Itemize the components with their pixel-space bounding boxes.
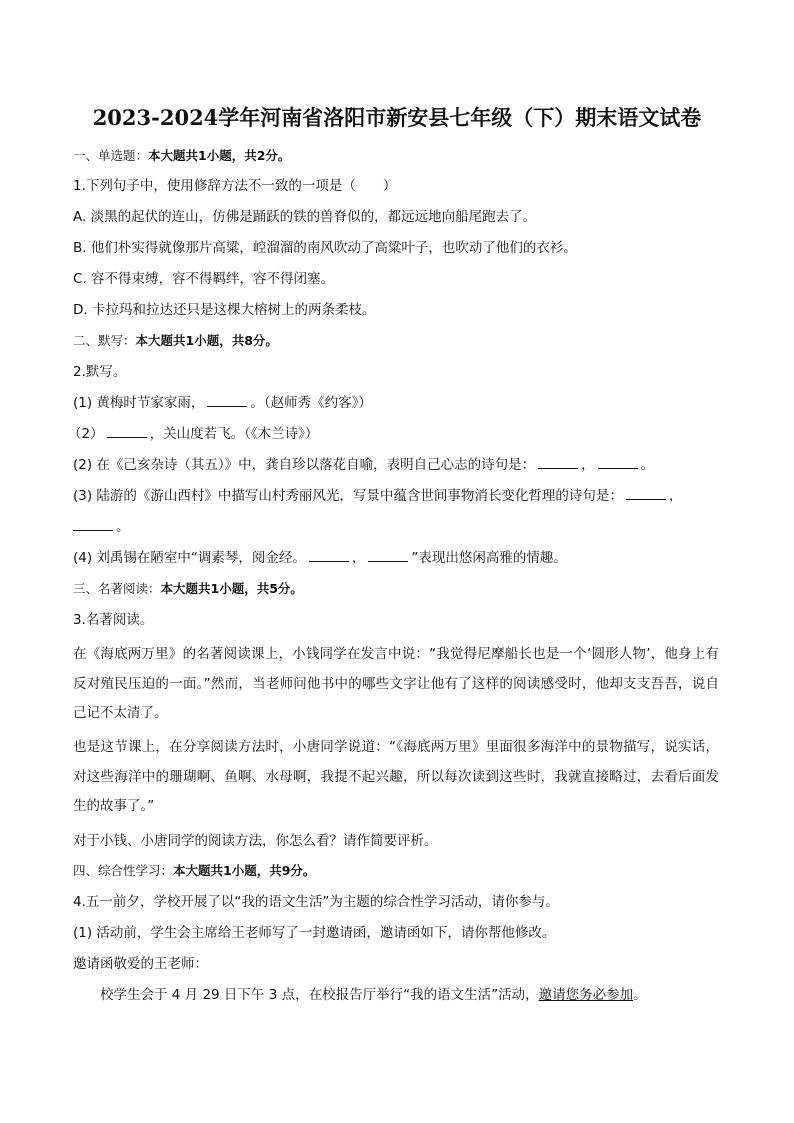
answer-blank[interactable] — [309, 549, 349, 562]
page-title: 2023-2024学年河南省洛阳市新安县七年级（下）期末语文试卷 — [92, 105, 702, 130]
dictation-text: (3) 陆游的《游山西村》中描写山村秀丽风光，写景中蕴含世间事物消长变化哲理的诗句是： — [73, 488, 623, 504]
section-prefix: 一、单选题： — [73, 148, 149, 163]
dictation-text: 。（赵师秀《约客》） — [250, 395, 372, 411]
dictation-line-5 — [73, 548, 567, 568]
question-3-stem: 3.名著阅读。 — [73, 612, 154, 628]
dictation-line-4-continued — [73, 517, 130, 537]
answer-blank[interactable] — [207, 394, 247, 407]
dictation-text: （2） — [68, 426, 104, 442]
option-b: B. 他们朴实得就像那片高粱，崆溜溜的南风吹动了高粱叶子，也吹动了他们的衣衫。 — [73, 240, 577, 256]
dictation-text: ”表现出悠闲高雅的情趣。 — [411, 550, 567, 566]
answer-blank[interactable] — [538, 456, 578, 469]
option-c: C. 容不得束缚，容不得羁绊，容不得闭塞。 — [73, 271, 335, 287]
dictation-text: ， — [351, 550, 366, 566]
dictation-line-4 — [73, 486, 682, 506]
dictation-line-3 — [73, 455, 654, 475]
question-3-prompt: 对于小钱、小唐同学的阅读方法，你怎么看？请作简要评析。 — [73, 833, 438, 849]
dictation-text: ，关山度若飞。（《木兰诗》） — [149, 426, 319, 442]
section-score: 本大题共1小题，共9分。 — [173, 863, 316, 878]
question-2-stem: 2.默写。 — [73, 364, 127, 380]
answer-blank[interactable] — [598, 456, 638, 469]
option-a: A. 淡黑的起伏的连山，仿佛是踊跃的铁的兽脊似的，都远远地向船尾跑去了。 — [73, 209, 537, 225]
dictation-text: 。 — [640, 457, 655, 473]
section-heading-4 — [73, 861, 315, 881]
answer-blank[interactable] — [107, 425, 147, 438]
section-score: 本大题共1小题，共2分。 — [148, 148, 291, 163]
letter-body-text: 校学生会于 4 月 29 日下午 3 点，在校报告厅举行“我的语文生活”活动， — [100, 987, 539, 1003]
reading-paragraph-2: 也是这节课上，在分享阅读方法时，小唐同学说道：“《海底两万里》里面很多海洋中的景物描写，说实话，对这些海洋中的珊瑚啊、鱼啊、水母啊，我提不起兴趣，所以每次读到这些时，我就直接略过，去看后面发生的故事了。” — [73, 739, 719, 814]
question-4-stem: 4.五一前夕，学校开展了以“我的语文生活”为主题的综合性学习活动，请你参与。 — [73, 894, 559, 910]
section-score: 本大题共1小题，共5分。 — [160, 581, 303, 596]
dictation-text: ， — [581, 457, 595, 473]
dictation-text: (1) 黄梅时节家家雨， — [73, 395, 205, 411]
dictation-line-1 — [73, 393, 372, 413]
question-1-stem: 1.下列句子中，使用修辞方法不一致的一项是（ ） — [73, 178, 397, 194]
answer-blank[interactable] — [368, 549, 408, 562]
section-heading-1 — [73, 146, 290, 166]
dictation-text: (4) 刘禹锡在陋室中“调素琴，阅金经。 — [73, 550, 306, 566]
section-prefix: 四、综合性学习： — [73, 863, 174, 878]
answer-blank[interactable] — [73, 518, 113, 531]
answer-blank[interactable] — [626, 487, 666, 500]
dictation-line-2 — [68, 424, 318, 444]
section-prefix: 二、默写： — [73, 333, 136, 348]
section-prefix: 三、名著阅读： — [73, 581, 161, 596]
dictation-text: (2) 在《己亥杂诗（其五）》中，龚自珍以落花自喻，表明自己心志的诗句是： — [73, 457, 536, 473]
section-heading-3 — [73, 579, 303, 599]
letter-body-text: 。 — [633, 987, 647, 1003]
question-4-sub-1: (1) 活动前，学生会主席给王老师写了一封邀请函，邀请函如下，请你帮他修改。 — [73, 925, 556, 941]
underlined-phrase: 邀请您务必参加 — [538, 987, 634, 1003]
letter-greeting: 邀请函敬爱的王老师： — [73, 956, 208, 972]
section-heading-2 — [73, 331, 278, 351]
section-score: 本大题共1小题，共8分。 — [135, 333, 278, 348]
letter-body — [100, 985, 647, 1005]
reading-paragraph-1: 在《海底两万里》的名著阅读课上，小钱同学在发言中说：“我觉得尼摩船长也是一个‘圆形人物’，他身上有反对殖民压迫的一面。”然而，当老师问他书中的哪些文字让他有了这样的阅读感受时，他却支支吾吾，说自己记不太清了。 — [73, 646, 719, 721]
dictation-text: ， — [668, 488, 683, 504]
dictation-text: 。 — [116, 519, 130, 535]
option-d: D. 卡拉玛和拉达还只是这棵大榕树上的两条柔枝。 — [73, 302, 376, 318]
